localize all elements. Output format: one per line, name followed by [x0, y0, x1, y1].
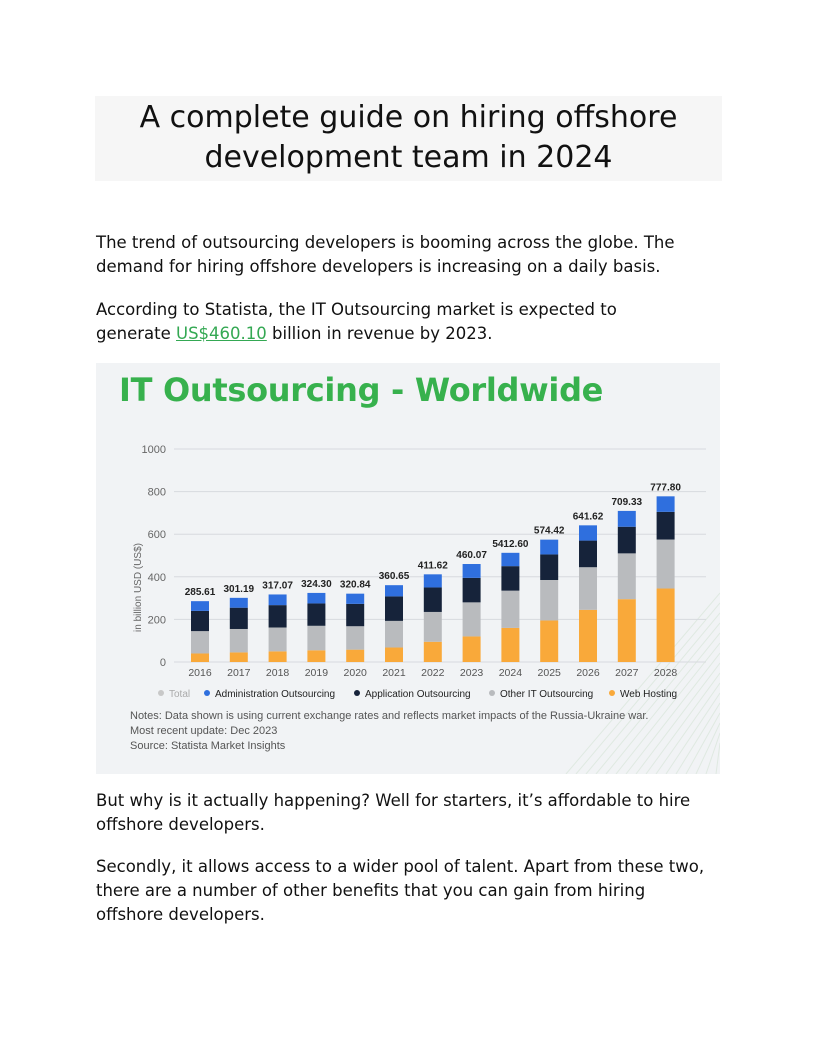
x-tick-label: 2028: [653, 667, 678, 679]
y-tick-label: 1000: [141, 444, 166, 456]
bar-segment: [501, 591, 519, 628]
legend-marker: [354, 690, 360, 696]
y-axis-label: in billion USD (US$): [133, 543, 144, 632]
y-tick-label: 400: [147, 571, 166, 584]
bar-segment: [307, 650, 325, 662]
bar-segment: [346, 626, 364, 649]
bar-segment: [424, 587, 442, 611]
paragraph-statista: [96, 298, 636, 346]
total-data-label: 777.80: [650, 482, 681, 494]
bar-segment: [269, 594, 287, 605]
bar-segment: [540, 554, 558, 580]
decorative-stripe: [636, 663, 720, 774]
bar-segment: [385, 648, 403, 662]
bar-segment: [424, 612, 442, 642]
total-data-label: 360.65: [378, 571, 410, 583]
chart-title: IT Outsourcing - Worldwide: [119, 371, 604, 409]
legend-label: Other IT Outsourcing: [500, 689, 594, 700]
bar-segment: [230, 598, 248, 608]
title-line-2: development team in 2024: [204, 140, 613, 175]
x-tick-label: 2023: [459, 667, 484, 679]
total-data-label: 709.33: [611, 496, 643, 508]
bar-segment: [657, 512, 675, 540]
bar-segment: [230, 652, 248, 662]
legend-label: Total: [169, 689, 191, 700]
y-tick-label: 200: [147, 614, 166, 627]
total-data-label: 5412.60: [492, 538, 529, 550]
bar-segment: [463, 602, 481, 636]
x-tick-label: 2027: [615, 667, 639, 679]
bar-segment: [657, 589, 675, 662]
bar-segment: [618, 511, 636, 527]
bar-segment: [191, 653, 209, 662]
decorative-stripe: [706, 733, 720, 774]
bar-segment: [579, 610, 597, 662]
bar-segment: [657, 496, 675, 512]
bar-segment: [501, 628, 519, 662]
bar-segment: [269, 605, 287, 627]
bar-segment: [346, 594, 364, 604]
statista-revenue-link[interactable]: US$460.10: [176, 324, 267, 343]
bar-segment: [618, 527, 636, 554]
y-tick-label: 0: [159, 657, 166, 669]
bar-segment: [191, 611, 209, 631]
legend-marker: [489, 690, 495, 696]
legend-label: Web Hosting: [620, 689, 678, 700]
bar-segment: [618, 599, 636, 662]
x-tick-label: 2022: [421, 667, 445, 679]
x-tick-label: 2026: [576, 667, 600, 679]
bar-segment: [579, 541, 597, 568]
y-tick-label: 800: [147, 486, 166, 499]
bar-segment: [346, 650, 364, 662]
chart-notes: [130, 709, 648, 754]
x-tick-label: 2024: [498, 667, 523, 679]
it-outsourcing-chart-image: [96, 363, 720, 774]
decorative-stripe: [686, 713, 720, 774]
total-data-label: 320.84: [339, 579, 371, 591]
total-data-label: 641.62: [572, 511, 604, 523]
total-data-label: 324.30: [301, 578, 332, 590]
bar-segment: [657, 540, 675, 589]
bar-segment: [346, 604, 364, 626]
bar-segment: [269, 627, 287, 651]
legend-marker: [204, 690, 210, 696]
total-data-label: 411.62: [417, 560, 448, 572]
bar-segment: [230, 629, 248, 652]
bar-segment: [579, 525, 597, 540]
legend-label: Application Outsourcing: [365, 689, 471, 700]
bar-segment: [385, 585, 403, 596]
paragraph-statista-text-2: billion in revenue by 2023.: [266, 324, 493, 343]
bar-segment: [307, 593, 325, 604]
bar-segment: [501, 566, 519, 590]
legend-marker: [158, 690, 164, 696]
title-line-1: A complete guide on hiring offshore: [139, 100, 678, 135]
bar-segment: [618, 553, 636, 599]
total-data-label: 460.07: [456, 550, 487, 562]
bar-segment: [463, 564, 481, 578]
bar-segment: [424, 574, 442, 587]
legend-marker: [609, 690, 615, 696]
page-title: [95, 96, 722, 181]
decorative-stripe: [696, 723, 720, 774]
legend-label: Administration Outsourcing: [215, 689, 336, 700]
bar-segment: [463, 578, 481, 602]
x-tick-label: 2020: [343, 667, 367, 679]
decorative-stripe: [716, 743, 720, 774]
bar-segment: [501, 553, 519, 566]
x-tick-label: 2018: [265, 667, 290, 679]
total-data-label: 574.42: [533, 525, 565, 537]
total-data-label: 317.07: [262, 580, 293, 592]
bar-segment: [540, 620, 558, 662]
x-tick-label: 2019: [304, 667, 329, 679]
x-tick-label: 2016: [188, 667, 212, 679]
x-tick-label: 2025: [537, 667, 561, 679]
bar-segment: [385, 596, 403, 620]
bar-segment: [191, 601, 209, 611]
total-data-label: 301.19: [223, 583, 255, 595]
chart-note-1: Notes: Data shown is using current exchange rates and reflects market impacts of the Russia-Ukraine war.: [130, 710, 649, 722]
bar-segment: [385, 621, 403, 648]
bar-segment: [230, 608, 248, 629]
paragraph-why: But why is it actually happening? Well for starters, it’s affordable to hire offshore developers.: [96, 791, 691, 834]
bar-segment: [269, 651, 287, 662]
chart-note-2: Most recent update: Dec 2023: [130, 725, 278, 737]
paragraph-benefits: Secondly, it allows access to a wider pool of talent. Apart from these two, there are a number of other benefits that you can gain from hiring offshore developers.: [96, 857, 705, 924]
bar-segment: [307, 626, 325, 650]
total-data-label: 285.61: [184, 587, 216, 599]
bar-segment: [424, 642, 442, 662]
chart-note-3: Source: Statista Market Insights: [130, 740, 286, 752]
bar-segment: [579, 567, 597, 610]
paragraph-intro: The trend of outsourcing developers is booming across the globe. The demand for hiring offshore developers is increasing on a daily basis.: [96, 233, 675, 276]
paragraph-statista-text-1: According to Statista, the IT Outsourcing market is expected to generate: [96, 300, 617, 343]
x-tick-label: 2021: [382, 667, 406, 679]
y-tick-label: 600: [147, 529, 166, 542]
bar-segment: [463, 636, 481, 662]
bar-segment: [191, 631, 209, 653]
bar-segment: [540, 580, 558, 620]
x-tick-label: 2017: [227, 667, 251, 679]
bar-segment: [307, 603, 325, 625]
bar-segment: [540, 540, 558, 555]
